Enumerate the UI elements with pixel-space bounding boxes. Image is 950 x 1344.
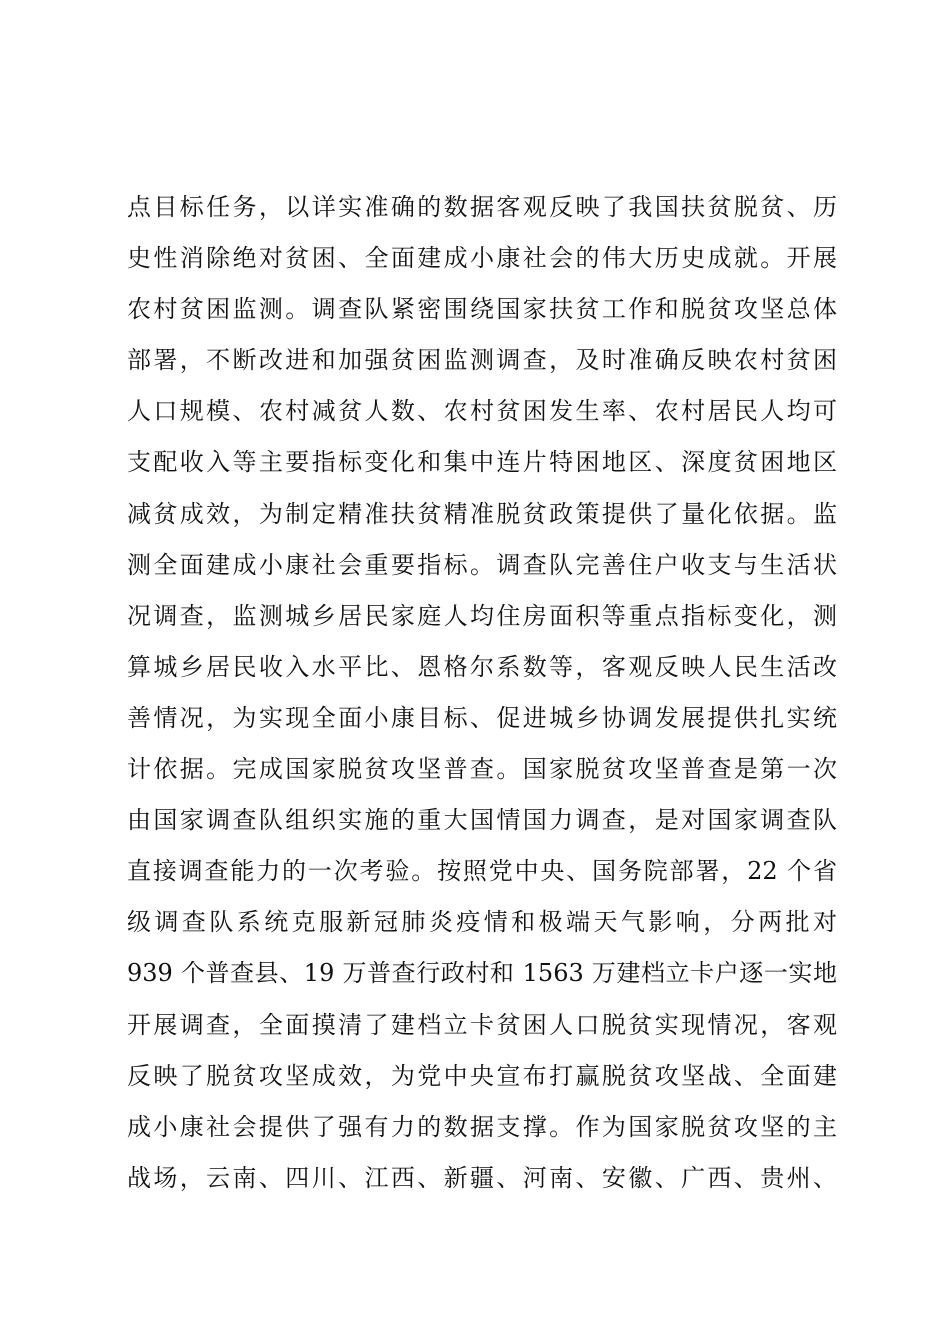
text-line: 农村贫困监测。调查队紧密围绕国家扶贫工作和脱贫攻坚总体 — [127, 295, 837, 324]
text-line: 支配收入等主要指标变化和集中连片特困地区、深度贫困地区 — [127, 448, 837, 477]
text-line: 战场，云南、四川、江西、新疆、河南、安徽、广西、贵州、 — [127, 1163, 837, 1192]
text-line: 成小康社会提供了强有力的数据支撑。作为国家脱贫攻坚的主 — [127, 1112, 837, 1141]
text-line: 开展调查，全面摸清了建档立卡贫困人口脱贫实现情况，客观 — [127, 1010, 837, 1039]
text-line: 反映了脱贫攻坚成效，为党中央宣布打赢脱贫攻坚战、全面建 — [127, 1061, 837, 1090]
text-line: 人口规模、农村减贫人数、农村贫困发生率、农村居民人均可 — [127, 397, 837, 426]
text-line: 939 个普查县、19 万普查行政村和 1563 万建档立卡户逐一实地 — [127, 959, 837, 988]
text-line: 部署，不断改进和加强贫困监测调查，及时准确反映农村贫困 — [127, 346, 837, 375]
text-line: 史性消除绝对贫困、全面建成小康社会的伟大历史成就。开展 — [127, 244, 837, 273]
text-line: 况调查，监测城乡居民家庭人均住房面积等重点指标变化，测 — [127, 601, 837, 630]
text-line: 算城乡居民收入水平比、恩格尔系数等，客观反映人民生活改 — [127, 652, 837, 681]
text-line: 减贫成效，为制定精准扶贫精准脱贫政策提供了量化依据。监 — [127, 499, 837, 528]
text-line: 点目标任务，以详实准确的数据客观反映了我国扶贫脱贫、历 — [127, 193, 837, 221]
text-line: 测全面建成小康社会重要指标。调查队完善住户收支与生活状 — [127, 550, 837, 579]
text-line: 直接调查能力的一次考验。按照党中央、国务院部署，22 个省 — [127, 857, 837, 886]
text-line: 级调查队系统克服新冠肺炎疫情和极端天气影响，分两批对 — [127, 908, 837, 937]
text-line: 善情况，为实现全面小康目标、促进城乡协调发展提供扎实统 — [127, 703, 837, 732]
text-line: 由国家调查队组织实施的重大国情国力调查，是对国家调查队 — [127, 806, 837, 835]
body-paragraph — [127, 182, 837, 1204]
text-line: 计依据。完成国家脱贫攻坚普查。国家脱贫攻坚普查是第一次 — [127, 755, 837, 784]
